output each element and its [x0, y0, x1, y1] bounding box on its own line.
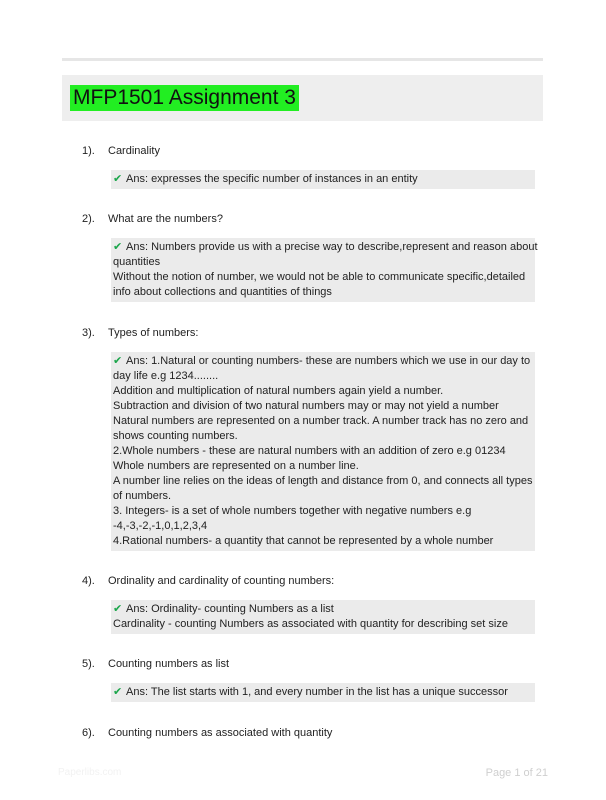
- answer-line: -4,-3,-2,-1,0,1,2,3,4: [113, 520, 208, 532]
- check-icon: ✔: [113, 603, 123, 615]
- answer-line: 4.Rational numbers- a quantity that cannot be represented by a whole number: [113, 535, 494, 547]
- answer-5: [111, 683, 535, 702]
- question-text: Counting numbers as list: [108, 658, 230, 670]
- check-icon: ✔: [113, 355, 123, 367]
- answer-1: [111, 170, 535, 189]
- footer-watermark: Paperlibs.com: [58, 767, 122, 778]
- answer-4: [111, 600, 535, 634]
- answer-3: [111, 352, 535, 551]
- answer-line: shows counting numbers.: [113, 430, 238, 442]
- answer-line: day life e.g 1234........: [113, 370, 219, 382]
- answer-line: Ans: expresses the specific number of instances in an entity: [126, 173, 418, 185]
- question-text: Counting numbers as associated with quantity: [108, 727, 333, 739]
- answer-line: info about collections and quantities of things: [113, 286, 332, 298]
- question-number: 3).: [82, 327, 95, 339]
- answer-line: Ans: Ordinality- counting Numbers as a list: [126, 603, 334, 615]
- check-icon: ✔: [113, 173, 123, 185]
- answer-line: Whole numbers are represented on a number line.: [113, 460, 359, 472]
- answer-line: 2.Whole numbers - these are natural numbers with an addition of zero e.g 01234: [113, 445, 506, 457]
- question-text: Types of numbers:: [108, 327, 199, 339]
- question-text: What are the numbers?: [108, 213, 223, 225]
- answer-line: Without the notion of number, we would not be able to communicate specific,detailed: [113, 271, 526, 283]
- page-title: MFP1501 Assignment 3: [70, 85, 299, 111]
- answer-line: Ans: The list starts with 1, and every number in the list has a unique successor: [126, 686, 508, 698]
- answer-line: Ans: 1.Natural or counting numbers- these are numbers which we use in our day to: [126, 355, 531, 367]
- top-divider: [62, 58, 543, 61]
- answer-line: A number line relies on the ideas of length and distance from 0, and connects all types: [113, 475, 533, 487]
- question-number: 6).: [82, 727, 95, 739]
- check-icon: ✔: [113, 686, 123, 698]
- check-icon: ✔: [113, 241, 123, 253]
- question-number: 5).: [82, 658, 95, 670]
- question-text: Cardinality: [108, 145, 160, 157]
- question-text: Ordinality and cardinality of counting numbers:: [108, 575, 335, 587]
- title-banner: [62, 75, 543, 121]
- answer-line: quantities: [113, 256, 161, 268]
- answer-2: [111, 238, 538, 302]
- answer-line: Cardinality - counting Numbers as associated with quantity for describing set size: [113, 618, 508, 630]
- answer-line: Natural numbers are represented on a number track. A number track has no zero and: [113, 415, 529, 427]
- question-number: 1).: [82, 145, 95, 157]
- page-number: Page 1 of 21: [485, 767, 548, 779]
- answer-line: Addition and multiplication of natural numbers again yield a number.: [113, 385, 444, 397]
- answer-line: Ans: Numbers provide us with a precise way to describe,represent and reason about: [126, 241, 538, 253]
- question-number: 2).: [82, 213, 95, 225]
- answer-line: Subtraction and division of two natural numbers may or may not yield a number: [113, 400, 499, 412]
- answer-line: 3. Integers- is a set of whole numbers together with negative numbers e.g: [113, 505, 472, 517]
- answer-line: of numbers.: [113, 490, 172, 502]
- question-number: 4).: [82, 575, 95, 587]
